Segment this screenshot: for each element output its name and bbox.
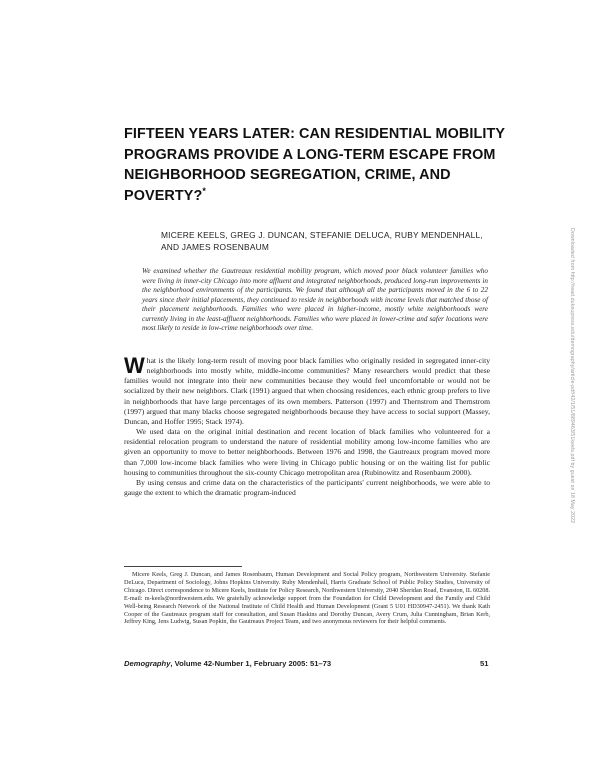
paragraph-1: [124, 353, 490, 427]
page-number: 51: [480, 659, 489, 668]
author-list: [161, 229, 491, 253]
download-watermark-text: Downloaded from http://read.dukeupress.edu/demography/article-pdf/42/1/51/889463/51keels.pdf by guest on 18 May 2022: [569, 228, 575, 524]
paragraph-2: We used data on the original initial destination and recent location of black families who volunteered for a residential relocation program to understand the nature of residential mobility among low-income families who are given an opportunity to move to better neighborhoods. Between 1976 and 1998, the Gautreaux program moved more than 7,000 low-income black families who were living in Chicago public housing or on the waiting list for public housing to communities throughout the six-county Chicago metropolitan area (Rubinowitz and Rosenbaum 2000).: [124, 427, 490, 477]
footnote-text: Micere Keels, Greg J. Duncan, and James Rosenbaum, Human Development and Social Policy program, Northwestern University. Stefanie DeLuca, Department of Sociology, Johns Hopkins University. Ruby Mendenhall, Harris Graduate School of Public Policy Studies, University of Chicago. Direct correspondence to Micere Keels, Institute for Policy Research, Northwestern University, 2040 Sheridan Road, Evanston, IL 60208. E-mail: m-keels@northwestern.edu. We gratefully acknowledge support from the Foundation for Child Development and the Family and Child Well-being Research Network of the National Institute of Child Health and Human Development (Grant 5 U01 HD30947-2451). We thank Kath Cooper of the Gautreaux program staff for consultation, and Susan Haskins and Dorothy Duncan, Avery Crum, Julia Cunningham, Brian Kerb, Jeffrey King, Jens Ludwig, Susan Popkin, the Gautreaux Project Team, and two anonymous reviewers for their helpful comments.: [124, 571, 490, 626]
author-footnote: [124, 571, 490, 626]
footnote-divider: [124, 566, 242, 567]
title-text: FIFTEEN YEARS LATER: CAN RESIDENTIAL MOBILITY PROGRAMS PROVIDE A LONG-TERM ESCAPE FROM NEIGHBORHOOD SEGREGATION, CRIME, AND POVERTY?: [124, 126, 505, 204]
drop-cap: W: [124, 353, 145, 378]
body-text: [124, 353, 490, 498]
article-title: [124, 124, 508, 206]
abstract: We examined whether the Gautreaux residential mobility program, which moved poor black volunteer families who were living in inner-city Chicago into more affluent and integrated neighborhoods, produced long-run improvements in the neighborhood environments of the participants. We found that although all the participants moved in the 6 to 22 years since their initial placements, they continued to reside in neighborhoods with income levels that matched those of their placement neighborhoods. Families who were placed in higher-income, mostly white neighborhoods were currently living in the least-affluent neighborhoods. Families who were placed in lower-crime and safer locations were most likely to reside in low-crime neighborhoods over time.: [142, 267, 488, 332]
paragraph-3: By using census and crime data on the characteristics of the participants' current neighborhoods, we were able to gauge the extent to which the dramatic program-induced: [124, 477, 490, 498]
paragraph-1-text: hat is the likely long-term result of moving poor black families who originally resided in segregated inner-city neighborhoods into mostly white, middle-income communities? Many researchers would predict that these families would not integrate into their new communities because they would feel uncomfortable or would not be socialized by their new neighbors. Clark (1991) argued that when choosing residences, each ethnic group prefers to live in neighborhoods that have large percentages of its own members. Patterson (1997) and Thernstrom and Thernstrom (1997) argued that many blacks choose segregated neighborhoods because they have access to social support (Massey, Duncan, and Hoffer 1995; Stack 1974).: [124, 356, 490, 426]
volume-info: , Volume 42-Number 1, February 2005: 51–73: [170, 659, 332, 668]
journal-citation: [124, 659, 331, 668]
authors-line-2: AND JAMES ROSENBAUM: [161, 242, 270, 253]
title-footnote-marker: *: [202, 185, 206, 196]
journal-name: Demography: [124, 659, 171, 668]
authors-line-1: MICERE KEELS, GREG J. DUNCAN, STEFANIE DELUCA, RUBY MENDENHALL,: [161, 230, 483, 240]
